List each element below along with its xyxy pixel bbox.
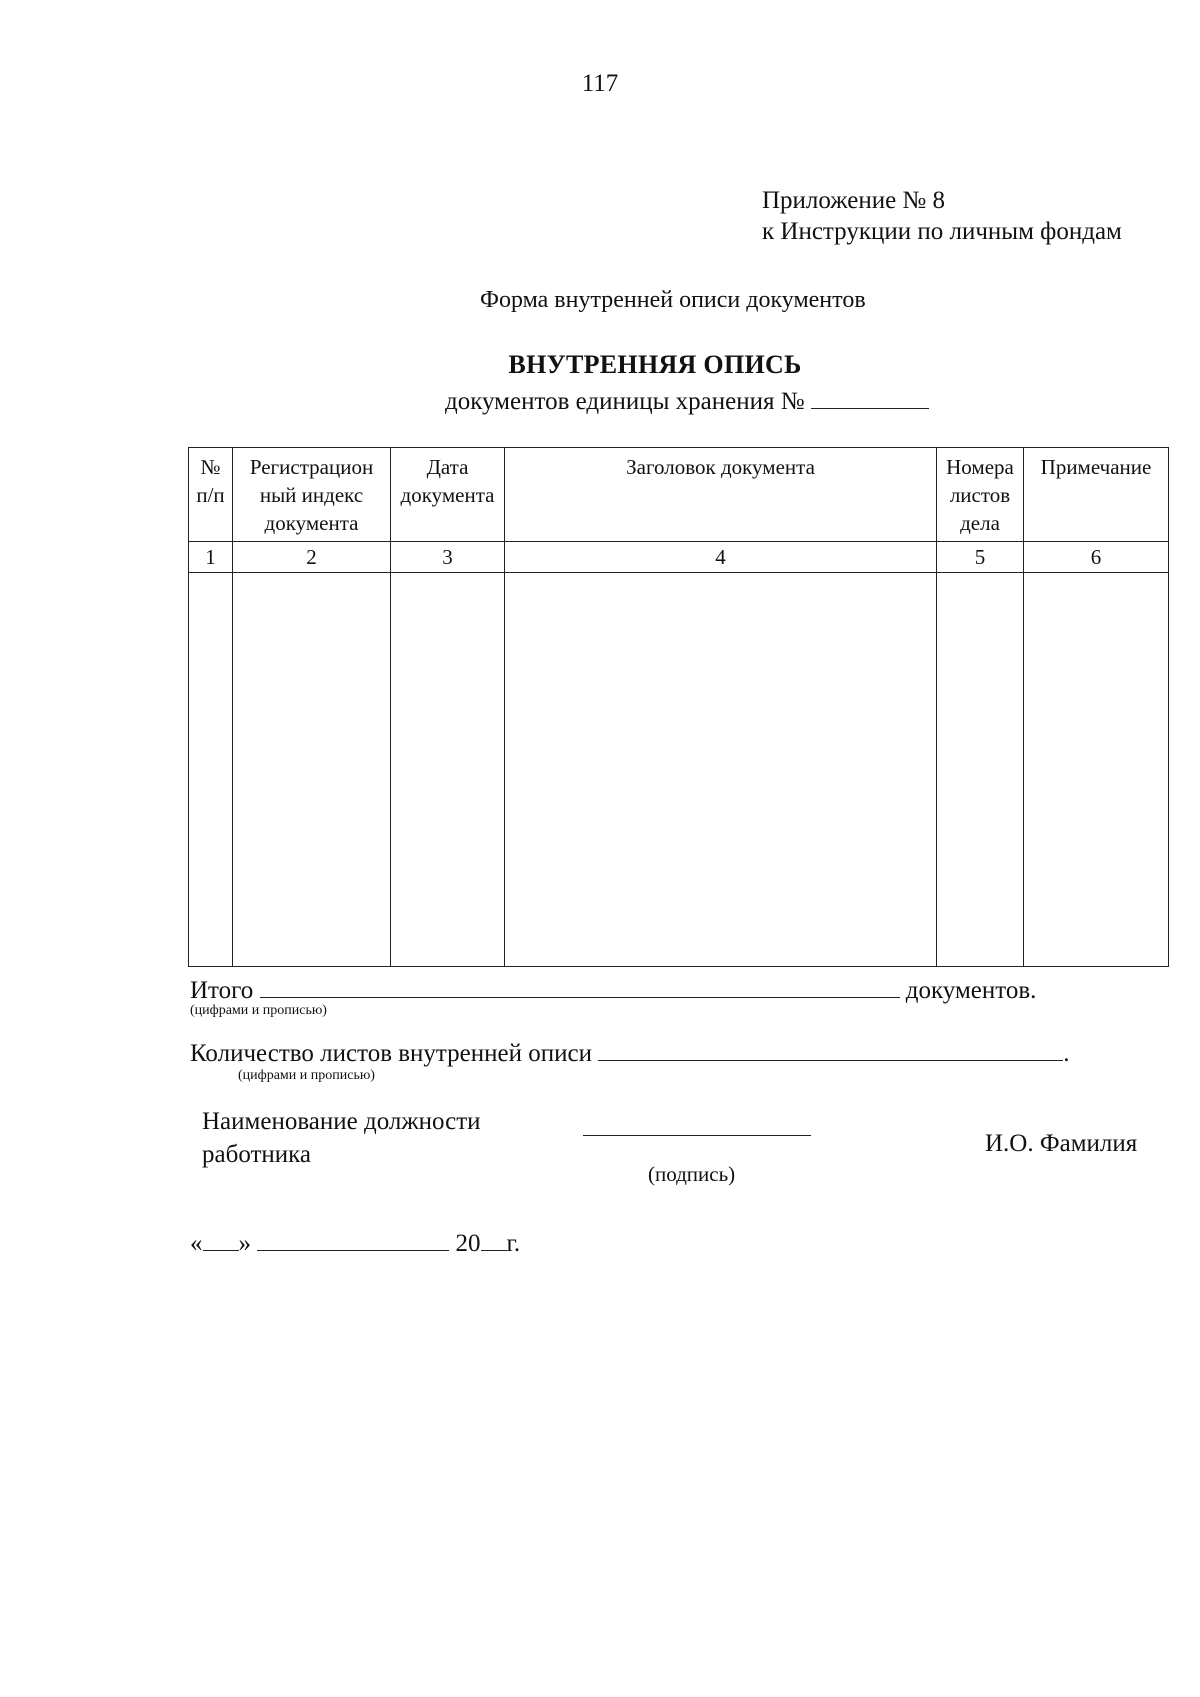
date-month-field[interactable]: [257, 1228, 449, 1251]
signature-caption: (подпись): [648, 1162, 736, 1186]
header-cell-date: Дата документа: [391, 448, 505, 542]
header-cell-sheet-numbers: Номера листов дела: [937, 448, 1024, 542]
sheets-count-line: [190, 1038, 1069, 1068]
total-label: Итого: [190, 977, 254, 1004]
subtitle-text: документов единицы хранения №: [445, 388, 805, 415]
body-cell-date[interactable]: [391, 573, 505, 967]
header-cell-doc-title: Заголовок документа: [505, 448, 937, 542]
appendix-note: [762, 185, 1122, 247]
date-close-quote: »: [238, 1230, 251, 1257]
position-line-2: работника: [202, 1141, 312, 1168]
body-cell-doc-title[interactable]: [505, 573, 937, 967]
total-hint: (цифрами и прописью): [190, 1003, 327, 1018]
body-cell-reg-index[interactable]: [233, 573, 391, 967]
header-cell-number: № п/п: [189, 448, 233, 542]
form-name: Форма внутренней описи документов: [480, 287, 866, 313]
body-cell-note[interactable]: [1024, 573, 1169, 967]
column-number: 6: [1024, 542, 1169, 573]
total-line: [190, 975, 1036, 1005]
position-line-1: Наименование должности: [202, 1108, 481, 1135]
date-line: [190, 1228, 520, 1258]
sheets-count-suffix: .: [1063, 1040, 1070, 1067]
total-suffix: документов.: [905, 977, 1037, 1004]
column-number: 4: [505, 542, 937, 573]
appendix-line-1: Приложение № 8: [762, 187, 946, 214]
date-year-suffix: г.: [506, 1230, 521, 1257]
storage-unit-number-field[interactable]: [811, 386, 929, 409]
page-number: 117: [581, 70, 619, 97]
document-title: ВНУТРЕННЯЯ ОПИСЬ: [508, 350, 802, 379]
column-number: 1: [189, 542, 233, 573]
sheets-count-hint: (цифрами и прописью): [238, 1068, 375, 1083]
document-subtitle: [445, 386, 929, 416]
date-day-field[interactable]: [203, 1228, 239, 1251]
table-body-row: [189, 573, 1169, 967]
column-number-row: [189, 542, 1169, 573]
header-cell-reg-index: Регистрацион ный индекс документа: [233, 448, 391, 542]
column-number: 3: [391, 542, 505, 573]
signature-field[interactable]: [583, 1135, 811, 1136]
date-year-field[interactable]: [481, 1228, 507, 1251]
sheets-count-field[interactable]: [598, 1038, 1063, 1061]
header-cell-note: Примечание: [1024, 448, 1169, 542]
column-number: 2: [233, 542, 391, 573]
body-cell-sheet-numbers[interactable]: [937, 573, 1024, 967]
total-count-field[interactable]: [260, 975, 900, 998]
employee-position: [202, 1105, 481, 1171]
date-open-quote: «: [190, 1230, 203, 1257]
employee-initials: И.О. Фамилия: [985, 1130, 1138, 1157]
body-cell-number[interactable]: [189, 573, 233, 967]
sheets-count-label: Количество листов внутренней описи: [190, 1040, 592, 1067]
inventory-table: [188, 447, 1169, 967]
appendix-line-2: к Инструкции по личным фондам: [762, 218, 1122, 245]
column-number: 5: [937, 542, 1024, 573]
date-year-prefix: 20: [455, 1230, 481, 1257]
table-header-row: [189, 448, 1169, 542]
